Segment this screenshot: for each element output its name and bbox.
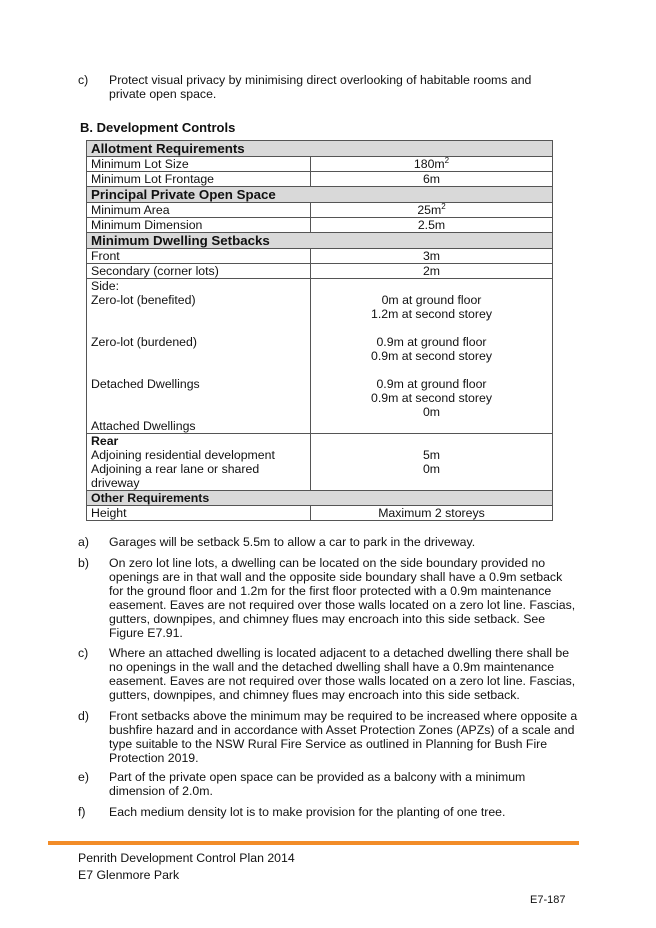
- adjoining-res-label: Adjoining residential development: [91, 448, 275, 462]
- footer-rule: [48, 841, 579, 845]
- table-row: [87, 506, 553, 521]
- table-row: [87, 279, 553, 434]
- table-row: [87, 491, 553, 506]
- min-frontage-label: Minimum Lot Frontage: [87, 172, 311, 187]
- zero-benefited-label: Zero-lot (benefited): [91, 293, 196, 307]
- min-area-value: 25m: [417, 203, 442, 217]
- detached-value2: 0.9m at second storey: [371, 391, 492, 405]
- table-row: [87, 141, 553, 157]
- min-lot-size-cell: [311, 157, 553, 172]
- list-item-text: Where an attached dwelling is located adjacent to a detached dwelling there shall be no openings in the wall and the detached dwelling shall have a 0.9m maintenance easement. Eaves are not required over those walls located on a zero lot line. Fascias, gutters, downpipes, and chimney flues may encroach into this side setback.: [109, 646, 576, 702]
- list-item-label: d): [78, 709, 89, 723]
- table-row: [87, 203, 553, 218]
- adjoining-res-value: 5m: [422, 448, 441, 462]
- min-dimension-label: Minimum Dimension: [87, 218, 311, 233]
- side-label: Side:: [91, 279, 120, 293]
- list-item-label: c): [78, 646, 89, 660]
- table-row: [87, 264, 553, 279]
- list-item-label: e): [78, 770, 89, 784]
- zero-benefited-value1: 0m at ground floor: [381, 293, 482, 307]
- table-row: [87, 218, 553, 233]
- setbacks-header: Minimum Dwelling Setbacks: [87, 233, 553, 249]
- list-item-label: b): [78, 556, 89, 570]
- table-row: [87, 157, 553, 172]
- rear-labels: [87, 434, 311, 491]
- secondary-value: 2m: [311, 264, 553, 279]
- height-label: Height: [87, 506, 311, 521]
- adjoining-lane-value: 0m: [422, 462, 441, 476]
- table-row: [87, 434, 553, 491]
- table-row: [87, 187, 553, 203]
- rear-label: Rear: [91, 434, 119, 448]
- ppos-header: Principal Private Open Space: [87, 187, 553, 203]
- min-dimension-value: 2.5m: [311, 218, 553, 233]
- list-item-text: Front setbacks above the minimum may be required to be increased where opposite a bushfire hazard and in accordance with Asset Protection Zones (APZs) of a scale and type suitable to the NSW Rural Fire Service as outlined in Planning for Bush Fire Protection 2019.: [109, 709, 578, 765]
- zero-burdened-value2: 0.9m at second storey: [371, 349, 492, 363]
- min-frontage-value: 6m: [311, 172, 553, 187]
- front-label: Front: [87, 249, 311, 264]
- zero-benefited-value2: 1.2m at second storey: [371, 307, 492, 321]
- list-item-label: f): [78, 805, 86, 819]
- min-lot-size-label: Minimum Lot Size: [87, 157, 311, 172]
- side-setbacks-values: [311, 279, 553, 434]
- table-row: [87, 249, 553, 264]
- min-area-label: Minimum Area: [87, 203, 311, 218]
- zero-burdened-value1: 0.9m at ground floor: [376, 335, 487, 349]
- other-header: Other Requirements: [87, 491, 553, 506]
- list-item-text: Each medium density lot is to make provision for the planting of one tree.: [109, 805, 506, 819]
- side-setbacks-labels: [87, 279, 311, 434]
- footer-line1: Penrith Development Control Plan 2014: [78, 851, 295, 865]
- allotment-header: Allotment Requirements: [87, 141, 553, 157]
- list-item-text: Garages will be setback 5.5m to allow a car to park in the driveway.: [109, 535, 476, 549]
- secondary-label: Secondary (corner lots): [87, 264, 311, 279]
- list-item-text: Part of the private open space can be provided as a balcony with a minimum dimension of 2.0m.: [109, 770, 526, 798]
- list-item-label: a): [78, 535, 89, 549]
- intro-item: [78, 73, 578, 103]
- detached-label: Detached Dwellings: [91, 377, 200, 391]
- intro-item-label: c): [78, 73, 89, 87]
- development-controls-table: [86, 140, 553, 521]
- min-lot-size-value: 180m: [413, 157, 445, 171]
- zero-burdened-label: Zero-lot (burdened): [91, 335, 197, 349]
- table-row: [87, 233, 553, 249]
- min-area-cell: [311, 203, 553, 218]
- front-value: 3m: [311, 249, 553, 264]
- detached-value1: 0.9m at ground floor: [376, 377, 487, 391]
- section-heading: B. Development Controls: [80, 120, 236, 135]
- footer-line2: E7 Glenmore Park: [78, 868, 180, 882]
- list-item-text: On zero lot line lots, a dwelling can be located on the side boundary provided no openings are in that wall and the opposite side boundary shall have a 0.9m setback for the ground floor and 1.2m for the first floor protected with a 0.9m maintenance easement. Eaves are not required over those walls located on a zero lot line. Fascias, gutters, downpipes, and chimney flues may encroach into this side setback. See Figure E7.91.: [109, 556, 576, 640]
- attached-value: 0m: [422, 405, 441, 419]
- table-row: [87, 172, 553, 187]
- page-number: E7-187: [530, 894, 566, 906]
- height-value: Maximum 2 storeys: [311, 506, 553, 521]
- adjoining-lane-label: Adjoining a rear lane or shared driveway: [91, 462, 260, 490]
- min-area-sup: 2: [441, 201, 446, 211]
- attached-label: Attached Dwellings: [91, 419, 196, 433]
- min-lot-size-sup: 2: [444, 155, 450, 165]
- rear-values: [311, 434, 553, 491]
- intro-item-text: Protect visual privacy by minimising direct overlooking of habitable rooms and private open space.: [109, 73, 532, 101]
